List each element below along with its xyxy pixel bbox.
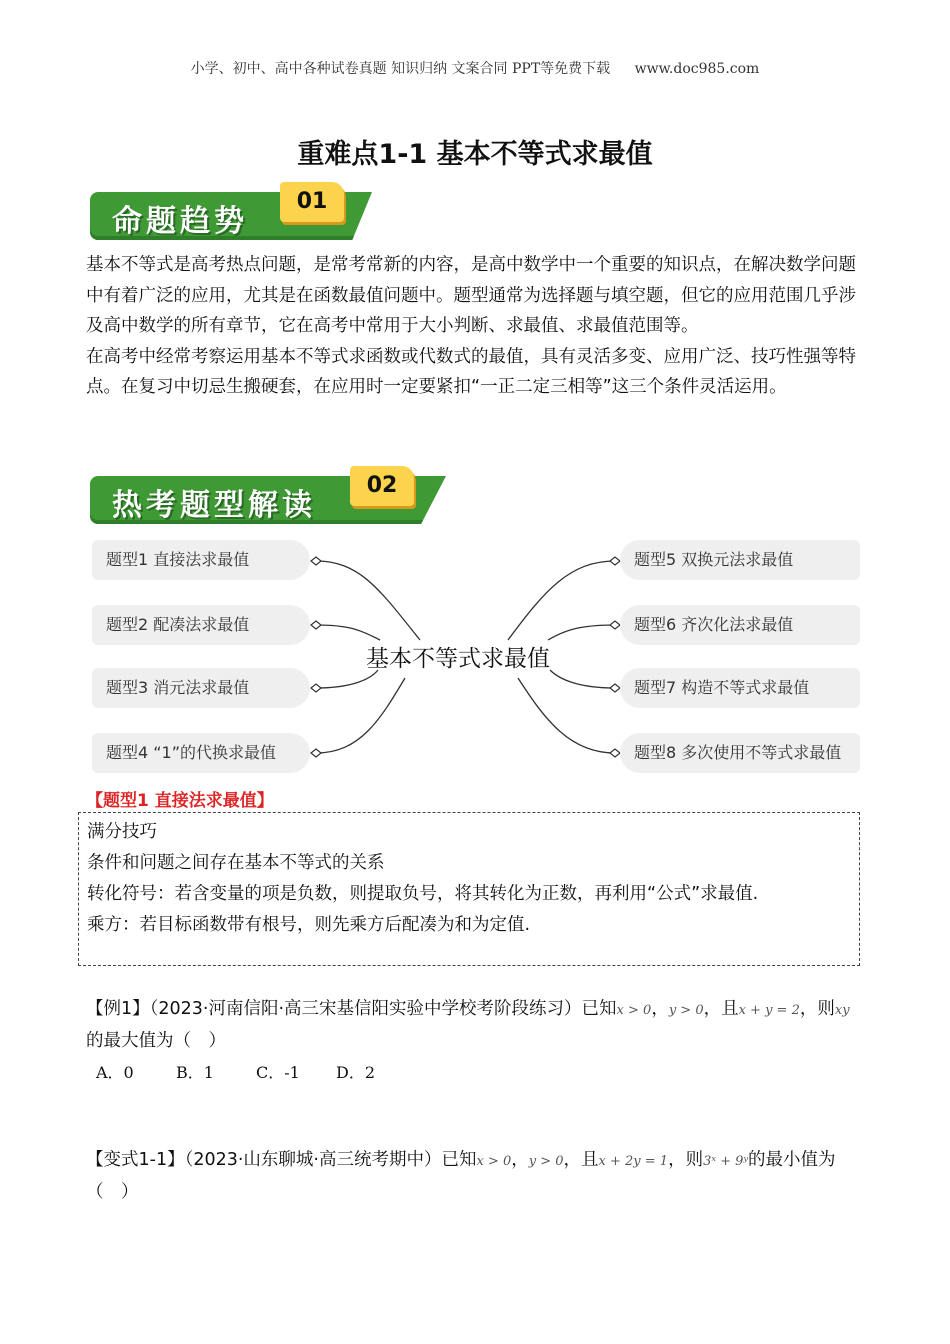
connector-diamond xyxy=(311,557,321,565)
variant-1-1 xyxy=(86,1145,866,1208)
mindmap-node-type4: 题型4 “1”的代换求最值 xyxy=(92,733,310,773)
header-url[interactable]: www.doc985.com xyxy=(634,61,760,77)
banner-trend xyxy=(90,182,380,238)
math-x-positive: x > 0 xyxy=(476,1154,512,1169)
tips-line-2: 转化符号：若含变量的项是负数，则提取负号，将其转化为正数，再利用“公式”求最值. xyxy=(87,884,759,904)
option-a[interactable]: A．0 xyxy=(96,1063,134,1082)
math-y-positive: y > 0 xyxy=(528,1154,564,1169)
trend-text xyxy=(86,250,866,403)
option-b[interactable]: B．1 xyxy=(176,1063,214,1082)
tips-line-3: 乘方：若目标函数带有根号，则先乘方后配凑为和为定值. xyxy=(87,915,531,935)
variant-prefix: 【变式1-1】（2023·山东聊城·高三统考期中）已知 xyxy=(86,1150,477,1170)
separator: ，且 xyxy=(703,999,739,1019)
separator: ，则 xyxy=(668,1150,704,1170)
example-1 xyxy=(86,994,866,1088)
mindmap-node-type2: 题型2 配凑法求最值 xyxy=(92,605,310,645)
tips-line-1: 条件和问题之间存在基本不等式的关系 xyxy=(87,853,385,873)
math-target: 3ˣ + 9ʸ xyxy=(703,1154,749,1169)
option-c[interactable]: C．-1 xyxy=(256,1063,300,1082)
math-constraint: x + y = 2 xyxy=(738,1003,800,1018)
connector-left-4 xyxy=(316,678,405,753)
mindmap xyxy=(0,530,950,780)
connector-right-2 xyxy=(548,625,615,640)
banner-question-types xyxy=(90,466,450,522)
math-x-positive: x > 0 xyxy=(616,1003,652,1018)
option-d[interactable]: D．2 xyxy=(336,1063,376,1082)
banner-label: 命题趋势 xyxy=(112,204,248,239)
mindmap-node-type1: 题型1 直接法求最值 xyxy=(92,540,310,580)
example-1-stem xyxy=(86,994,866,1057)
connector-right-4 xyxy=(518,678,615,753)
banner-number: 01 xyxy=(280,182,344,222)
mindmap-node-type6: 题型6 齐次化法求最值 xyxy=(620,605,860,645)
tips-title: 满分技巧 xyxy=(87,822,157,842)
variant-suffix: 的最小值为（ ） xyxy=(86,1150,836,1202)
separator: ， xyxy=(651,999,669,1019)
page-header xyxy=(0,58,950,78)
banner-label: 热考题型解读 xyxy=(112,488,316,523)
mindmap-center: 基本不等式求最值 xyxy=(366,646,550,672)
example-1-suffix: 的最大值为（ ） xyxy=(86,1031,226,1051)
section-heading-type1: 【题型1 直接法求最值】 xyxy=(86,791,274,811)
mindmap-node-type3: 题型3 消元法求最值 xyxy=(92,668,310,708)
math-y-positive: y > 0 xyxy=(668,1003,704,1018)
trend-paragraph-1: 基本不等式是高考热点问题，是常考常新的内容，是高中数学中一个重要的知识点，在解决数学问题中有着广泛的应用，尤其是在函数最值问题中。题型通常为选择题与填空题，但它的应用范围几乎涉及高中数学的所有章节，它在高考中常用于大小判断、求最值、求最值范围等。 xyxy=(86,255,856,336)
math-target: xy xyxy=(834,1003,850,1018)
banner-number: 02 xyxy=(350,466,414,506)
mindmap-node-type8: 题型8 多次使用不等式求最值 xyxy=(620,733,860,773)
mindmap-node-type7: 题型7 构造不等式求最值 xyxy=(620,668,860,708)
mindmap-node-type5: 题型5 双换元法求最值 xyxy=(620,540,860,580)
separator: ，且 xyxy=(563,1150,599,1170)
math-constraint: x + 2y = 1 xyxy=(598,1154,669,1169)
connector-diamond xyxy=(610,684,620,692)
variant-1-1-stem xyxy=(86,1145,866,1208)
connector-diamond xyxy=(311,621,321,629)
connector-diamond xyxy=(311,749,321,757)
connector-left-2 xyxy=(316,625,380,640)
connector-diamond xyxy=(610,621,620,629)
example-1-prefix: 【例1】（2023·河南信阳·高三宋基信阳实验中学校考阶段练习）已知 xyxy=(86,999,617,1019)
connector-diamond xyxy=(610,749,620,757)
separator: ，则 xyxy=(799,999,835,1019)
connector-diamond xyxy=(610,557,620,565)
separator: ， xyxy=(511,1150,529,1170)
connector-right-1 xyxy=(508,561,615,640)
connector-left-1 xyxy=(316,561,420,640)
connector-diamond xyxy=(311,684,321,692)
trend-paragraph-2: 在高考中经常考察运用基本不等式求函数或代数式的最值，具有灵活多变、应用广泛、技巧性强等特点。在复习中切忌生搬硬套，在应用时一定要紧扣“一正二定三相等”这三个条件灵活运用。 xyxy=(86,346,856,397)
example-1-options xyxy=(86,1057,866,1088)
page-title: 重难点1-1 基本不等式求最值 xyxy=(297,139,653,170)
tips-box xyxy=(78,812,860,966)
header-text: 小学、初中、高中各种试卷真题 知识归纳 文案合同 PPT等免费下载 xyxy=(190,61,611,77)
